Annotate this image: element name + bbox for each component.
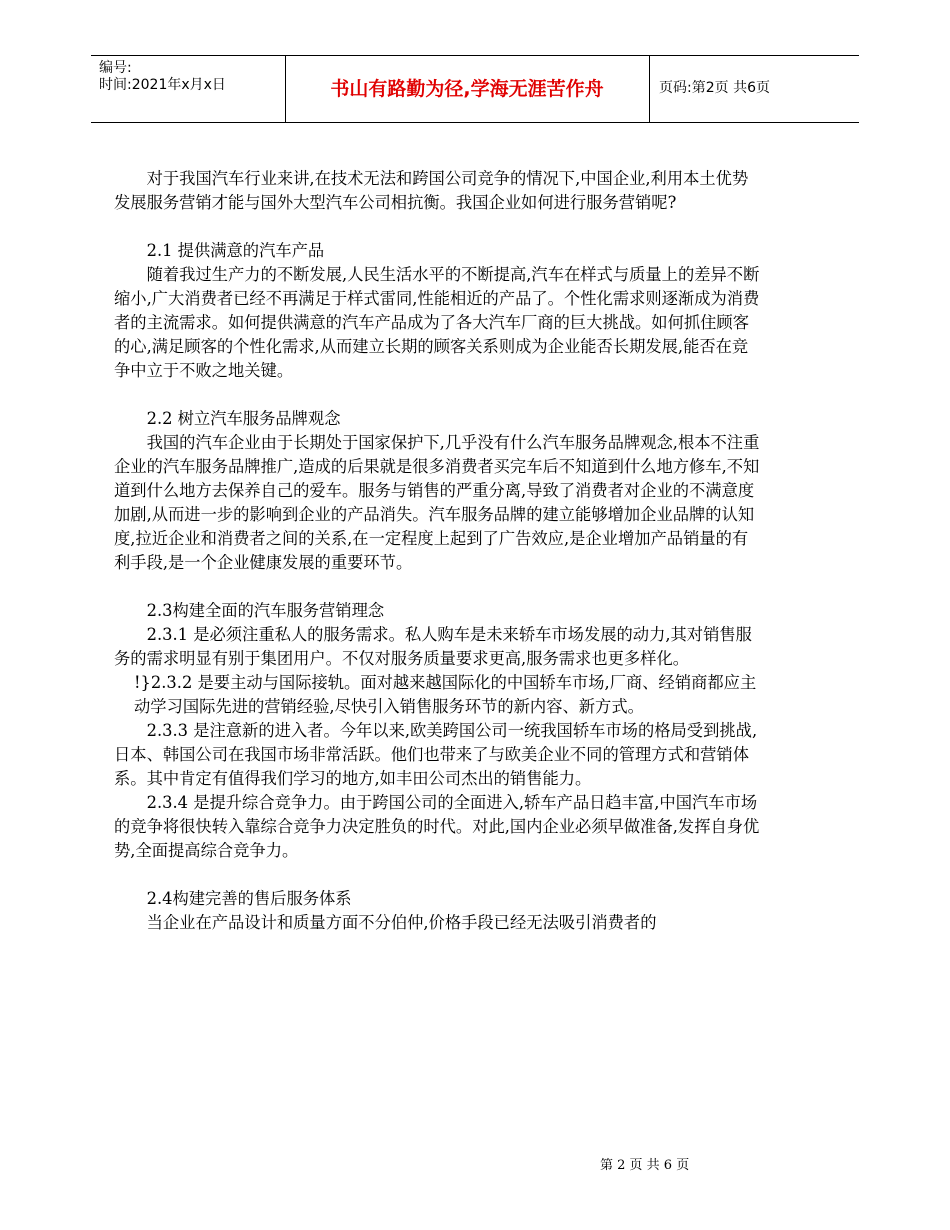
document-body bbox=[114, 167, 764, 935]
document-number-label: 编号: bbox=[99, 60, 132, 76]
section-2-3-heading: 2.3构建全面的汽车服务营销理念 bbox=[146, 601, 385, 620]
intro-paragraph: 对于我国汽车行业来讲,在技术无法和跨国公司竞争的情况下,中国企业,利用本土优势发展服务营销才能与国外大型汽车公司相抗衡。我国企业如何进行服务营销呢? bbox=[114, 169, 749, 212]
section-2-3-3: 2.3.3 是注意新的进入者。今年以来,欧美跨国公司一统我国轿车市场的格局受到挑战,日本、韩国公司在我国市场非常活跃。他们也带来了与欧美企业不同的管理方式和营销体系。其中肯定有值得我们学习的地方,如丰田公司杰出的销售能力。 bbox=[114, 721, 758, 788]
section-2-3-2: !}2.3.2 是要主动与国际接轨。面对越来越国际化的中国轿车市场,厂商、经销商都应主动学习国际先进的营销经验,尽快引入销售服务环节的新内容、新方式。 bbox=[134, 673, 757, 716]
header-meta bbox=[99, 60, 226, 94]
header-motto: 书山有路勤为径,学海无涯苦作舟 bbox=[330, 78, 604, 100]
section-2-1-heading: 2.1 提供满意的汽车产品 bbox=[146, 241, 325, 260]
section-2-2-body: 我国的汽车企业由于长期处于国家保护下,几乎没有什么汽车服务品牌观念,根本不注重企业的汽车服务品牌推广,造成的后果就是很多消费者买完车后不知道到什么地方修车,不知道到什么地方去保养自己的爱车。服务与销售的严重分离,导致了消费者对企业的不满意度加剧,从而进一步的影响到企业的产品消失。汽车服务品牌的建立能够增加企业品牌的认知度,拉近企业和消费者之间的关系,在一定程度上起到了广告效应,是企业增加产品销量的有利手段,是一个企业健康发展的重要环节。 bbox=[114, 433, 760, 572]
document-time-label: 时间:2021年x月x日 bbox=[99, 77, 226, 93]
section-2-2-heading: 2.2 树立汽车服务品牌观念 bbox=[146, 409, 341, 428]
section-2-4-heading: 2.4构建完善的售后服务体系 bbox=[146, 889, 352, 908]
section-2-1-body: 随着我过生产力的不断发展,人民生活水平的不断提高,汽车在样式与质量上的差异不断缩小,广大消费者已经不再满足于样式雷同,性能相近的产品了。个性化需求则逐渐成为消费者的主流需求。如何提供满意的汽车产品成为了各大汽车厂商的巨大挑战。如何抓住顾客的心,满足顾客的个性化需求,从而建立长期的顾客关系则成为企业能否长期发展,能否在竞争中立于不败之地关键。 bbox=[114, 265, 760, 380]
section-2-3-4: 2.3.4 是提升综合竞争力。由于跨国公司的全面进入,轿车产品日趋丰富,中国汽车市场的竞争将很快转入靠综合竞争力决定胜负的时代。对此,国内企业必须早做准备,发挥自身优势,全面提高综合竞争力。 bbox=[114, 793, 760, 860]
section-2-3-1: 2.3.1 是必须注重私人的服务需求。私人购车是未来轿车市场发展的动力,其对销售服务的需求明显有别于集团用户。不仅对服务质量要求更高,服务需求也更多样化。 bbox=[114, 625, 752, 668]
section-2-4-body: 当企业在产品设计和质量方面不分伯仲,价格手段已经无法吸引消费者的 bbox=[146, 913, 657, 932]
page-footer: 第 2 页 共 6 页 bbox=[600, 1158, 690, 1173]
header-page-number: 页码:第2页 共6页 bbox=[659, 80, 770, 96]
header-divider-right bbox=[649, 56, 650, 122]
page-header bbox=[91, 55, 859, 123]
